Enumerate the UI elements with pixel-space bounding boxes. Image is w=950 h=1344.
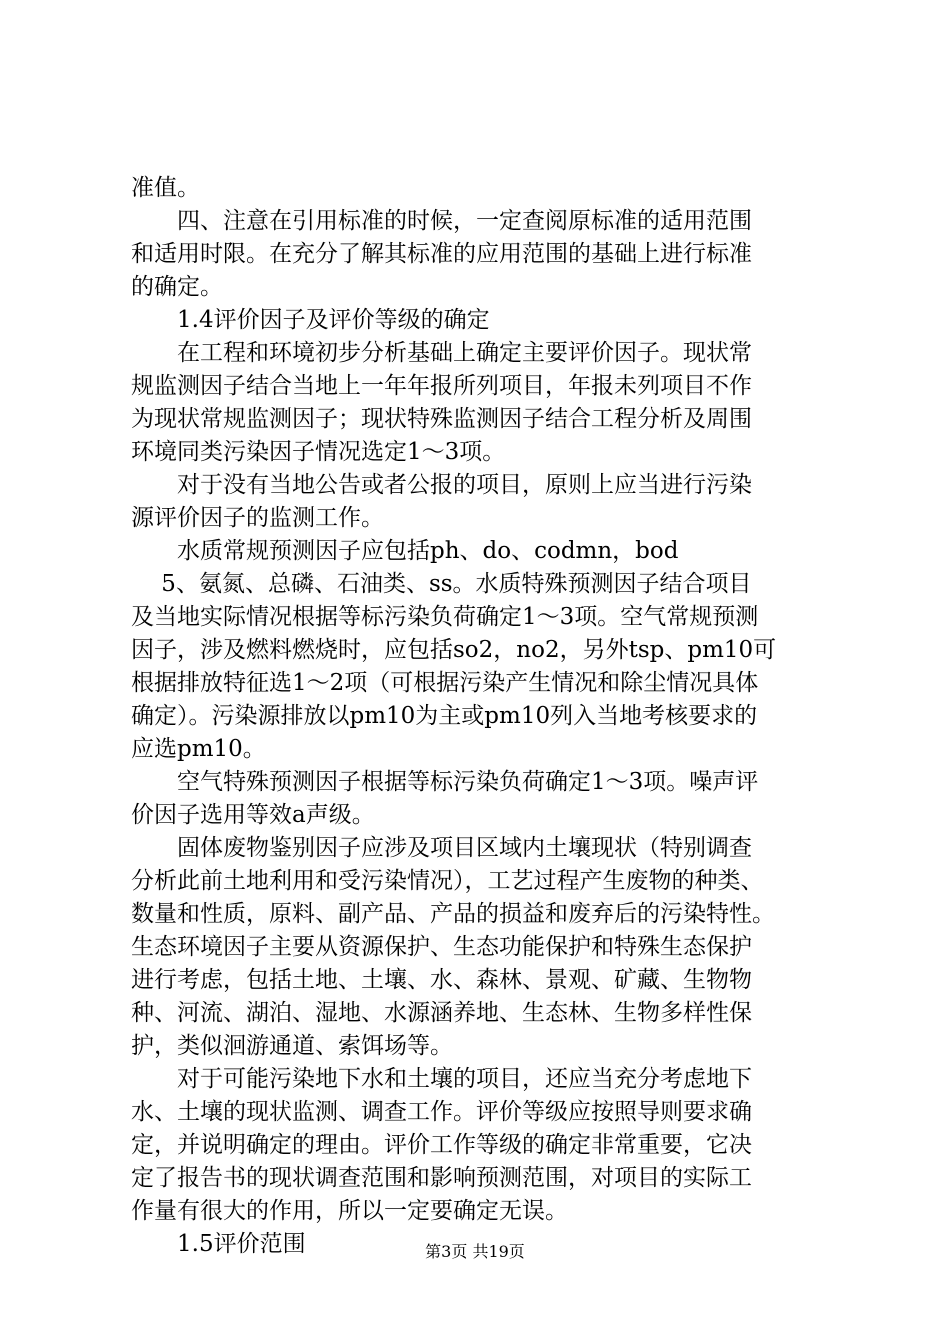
text-line: 种、河流、湖泊、湿地、水源涵养地、生态林、生物多样性保 bbox=[131, 1000, 752, 1026]
text-line: 对于可能污染地下水和土壤的项目，还应当充分考虑地下 bbox=[131, 1066, 752, 1092]
text-line: 定了报告书的现状调查范围和影响预测范围，对项目的实际工 bbox=[131, 1165, 752, 1191]
text-line: 进行考虑，包括土地、土壤、水、森林、景观、矿藏、生物物 bbox=[131, 967, 752, 993]
text-line: 规监测因子结合当地上一年年报所列项目，年报未列项目不作 bbox=[131, 373, 752, 399]
text-line: 准值。 bbox=[131, 175, 200, 201]
text-line: 空气特殊预测因子根据等标污染负荷确定1～3项。噪声评 bbox=[131, 769, 759, 795]
text-line: 因子，涉及燃料燃烧时，应包括so2，no2，另外tsp、pm10可 bbox=[131, 637, 777, 663]
text-line: 对于没有当地公告或者公报的项目，原则上应当进行污染 bbox=[131, 472, 752, 498]
text-line: 水质常规预测因子应包括ph、do、codmn，bod bbox=[131, 538, 679, 564]
text-line: 及当地实际情况根据等标污染负荷确定1～3项。空气常规预测 bbox=[131, 604, 759, 630]
text-line: 作量有很大的作用，所以一定要确定无误。 bbox=[131, 1198, 568, 1224]
text-line: 水、土壤的现状监测、调查工作。评价等级应按照导则要求确 bbox=[131, 1099, 752, 1125]
section-heading: 1.4评价因子及评价等级的确定 bbox=[131, 307, 490, 333]
text-line: 分析此前土地利用和受污染情况），工艺过程产生废物的种类、 bbox=[131, 868, 764, 894]
text-line: 根据排放特征选1～2项（可根据污染产生情况和除尘情况具体 bbox=[131, 670, 759, 696]
text-line: 的确定。 bbox=[131, 274, 223, 300]
body-text bbox=[131, 172, 831, 1261]
text-line: 固体废物鉴别因子应涉及项目区域内土壤现状（特别调查 bbox=[131, 835, 752, 861]
text-line: 应选pm10。 bbox=[131, 736, 266, 762]
text-line: 源评价因子的监测工作。 bbox=[131, 505, 384, 531]
text-line: 价因子选用等效a声级。 bbox=[131, 802, 375, 828]
text-line: 5、氨氮、总磷、石油类、ss。水质特殊预测因子结合项目 bbox=[131, 571, 752, 597]
text-line: 在工程和环境初步分析基础上确定主要评价因子。现状常 bbox=[131, 340, 752, 366]
text-line: 环境同类污染因子情况选定1～3项。 bbox=[131, 439, 506, 465]
text-line: 生态环境因子主要从资源保护、生态功能保护和特殊生态保护 bbox=[131, 934, 752, 960]
text-line: 四、注意在引用标准的时候，一定查阅原标准的适用范围 bbox=[131, 208, 752, 234]
text-line: 数量和性质，原料、副产品、产品的损益和废弃后的污染特性。 bbox=[131, 901, 775, 927]
text-line: 定，并说明确定的理由。评价工作等级的确定非常重要，它决 bbox=[131, 1132, 752, 1158]
page-number-footer: 第3页 共19页 bbox=[425, 1242, 525, 1261]
section-heading: 1.5评价范围 bbox=[131, 1231, 306, 1257]
text-line: 护，类似洄游通道、索饵场等。 bbox=[131, 1033, 453, 1059]
text-line: 为现状常规监测因子；现状特殊监测因子结合工程分析及周围 bbox=[131, 406, 752, 432]
text-line: 确定）。污染源排放以pm10为主或pm10列入当地考核要求的 bbox=[131, 703, 758, 729]
text-line: 和适用时限。在充分了解其标准的应用范围的基础上进行标准 bbox=[131, 241, 752, 267]
